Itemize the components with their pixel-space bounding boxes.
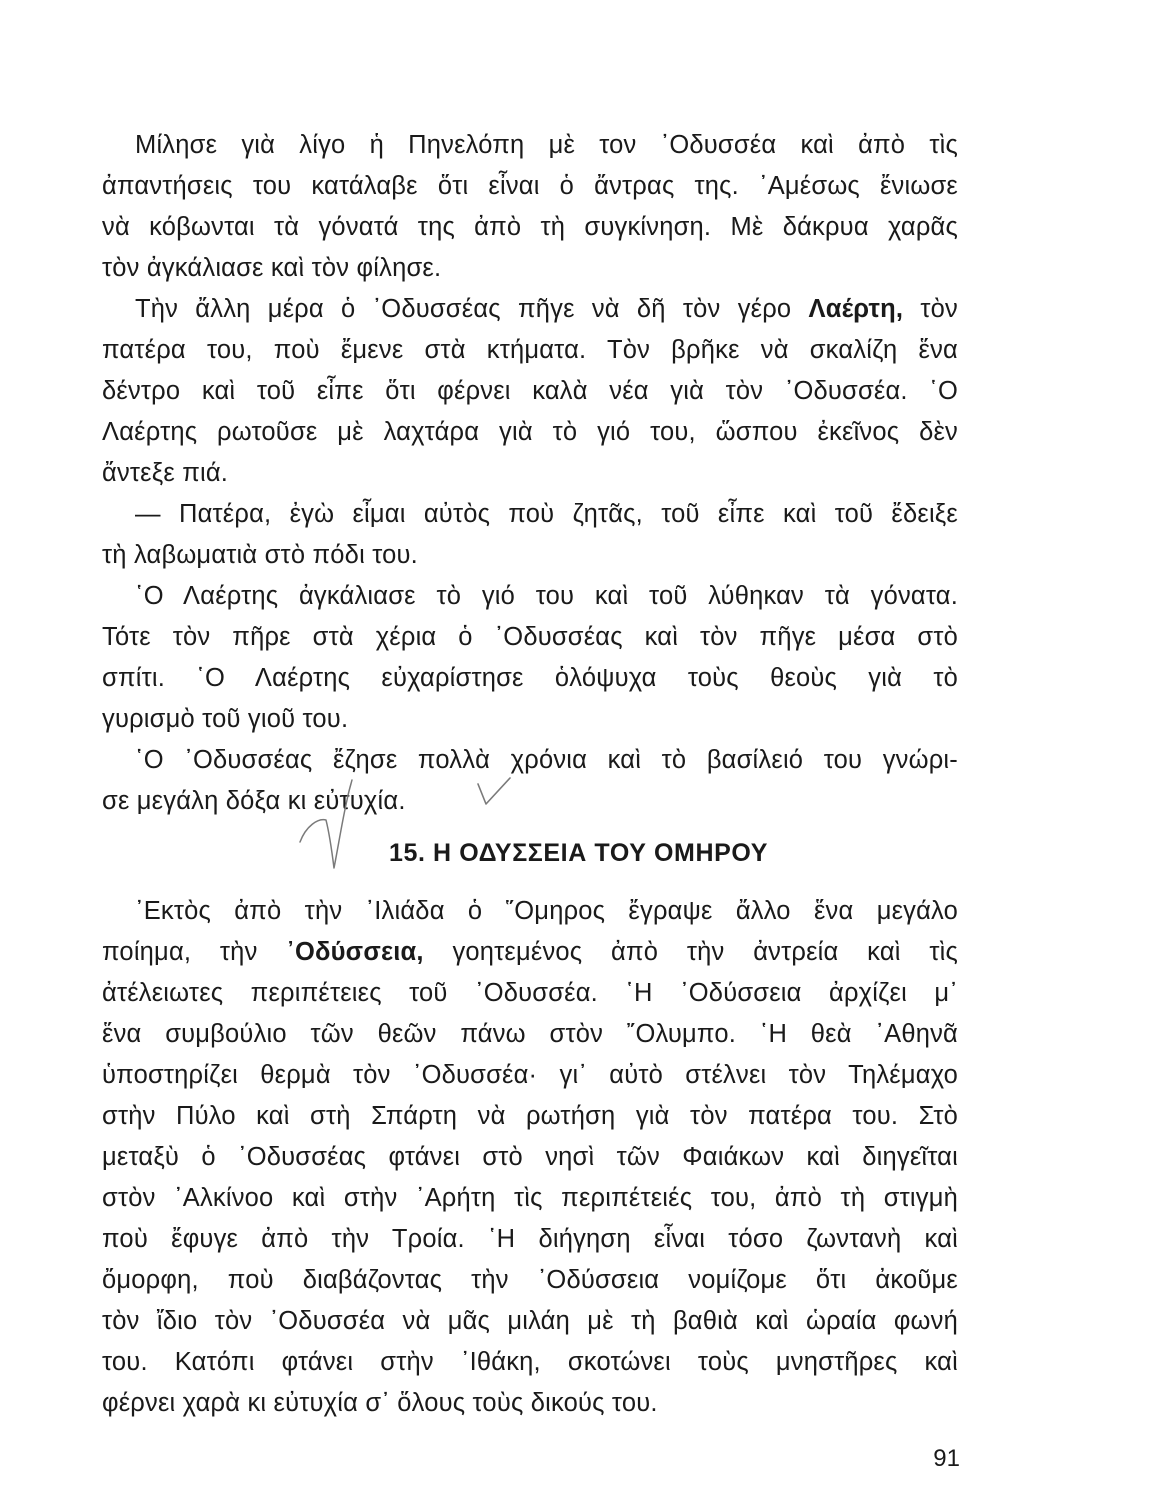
text-line: ἄντεξε πιά. xyxy=(102,459,229,487)
text-line: φέρνει χαρὰ κι εὐτυχία σ᾿ ὅλους τοὺς δικούς του. xyxy=(102,1389,658,1417)
text-line: στὸν ᾿Αλκίνοο καὶ στὴν ᾿Αρήτη τὶς περιπέτειές του, ἀπὸ τὴ στιγμὴ xyxy=(102,1184,958,1212)
text-line: ὑποστηρίζει θερμὰ τὸν ᾿Οδυσσέα· γι᾿ αὐτὸ στέλνει τὸν Τηλέμαχο xyxy=(102,1061,958,1089)
text-line: Μίλησε γιὰ λίγο ἡ Πηνελόπη μὲ τον ᾿Οδυσσέα καὶ ἀπὸ τὶς xyxy=(135,131,958,159)
text-line: ἀτέλειωτες περιπέτειες τοῦ ᾿Οδυσσέα. ῾Η ᾿Οδύσσεια ἀρχίζει μ᾿ xyxy=(102,979,958,1007)
bold-name-laertes: Λαέρτη, xyxy=(808,295,904,323)
section-heading: 15. Η ΟΔΥΣΣΕΙΑ ΤΟΥ ΟΜΗΡΟΥ xyxy=(388,839,769,867)
text-line: σε μεγάλη δόξα κι εὐτυχία. xyxy=(102,787,406,815)
page-number: 91 xyxy=(933,1445,960,1472)
text-line: του. Κατόπι φτάνει στὴν ᾿Ιθάκη, σκοτώνει τοὺς μνηστῆρες καὶ xyxy=(102,1348,958,1376)
bold-title-odyssey: ᾿Οδύσσεια, xyxy=(286,938,424,966)
text-line: ἕνα συμβούλιο τῶν θεῶν πάνω στὸν ῎Ολυμπο. ῾Η θεὰ ᾿Αθηνᾶ xyxy=(102,1020,958,1048)
text-line: ποὺ ἔφυγε ἀπὸ τὴν Τροία. ῾Η διήγηση εἶναι τόσο ζωντανὴ καὶ xyxy=(102,1225,958,1253)
text-line: μεταξὺ ὁ ᾿Οδυσσέας φτάνει στὸ νησὶ τῶν Φαιάκων καὶ διηγεῖται xyxy=(102,1143,958,1171)
text-line: τὸν ἴδιο τὸν ᾿Οδυσσέα νὰ μᾶς μιλάη μὲ τὴ βαθιὰ καὶ ὡραία φωνή xyxy=(102,1307,958,1335)
text-line: ὄμορφη, ποὺ διαβάζοντας τὴν ᾿Οδύσσεια νομίζομε ὅτι ἀκοῦμε xyxy=(102,1266,958,1294)
text-line: Λαέρτης ρωτοῦσε μὲ λαχτάρα γιὰ τὸ γιό του, ὥσπου ἐκεῖνος δὲν xyxy=(102,418,958,446)
text-line: τὸν ἀγκάλιασε καὶ τὸν φίλησε. xyxy=(102,254,442,282)
text-line: ῾Ο ᾿Οδυσσέας ἔζησε πολλὰ χρόνια καὶ τὸ βασίλειό του γνώρι- xyxy=(135,746,958,774)
text-line: — Πατέρα, ἐγὼ εἶμαι αὐτὸς ποὺ ζητᾶς, τοῦ εἶπε καὶ τοῦ ἔδειξε xyxy=(135,500,958,528)
text-line: νὰ κόβωνται τὰ γόνατά της ἀπὸ τὴ συγκίνηση. Μὲ δάκρυα χαρᾶς xyxy=(102,213,958,241)
text-line: τὴ λαβωματιὰ στὸ πόδι του. xyxy=(102,541,418,569)
text-line: ᾿Εκτὸς ἀπὸ τὴν ᾿Ιλιάδα ὁ ῞Ομηρος ἔγραψε ἄλλο ἕνα μεγάλο xyxy=(135,897,958,925)
text-line: Τότε τὸν πῆρε στὰ χέρια ὁ ᾿Οδυσσέας καὶ τὸν πῆγε μέσα στὸ xyxy=(102,623,958,651)
text-line: δέντρο καὶ τοῦ εἶπε ὅτι φέρνει καλὰ νέα γιὰ τὸν ᾿Οδυσσέα. ῾Ο xyxy=(102,377,958,405)
text-line: σπίτι. ῾Ο Λαέρτης εὐχαρίστησε ὁλόψυχα τοὺς θεοὺς γιὰ τὸ xyxy=(102,664,958,692)
text-line: ῾Ο Λαέρτης ἀγκάλιασε τὸ γιό του καὶ τοῦ λύθηκαν τὰ γόνατα. xyxy=(135,582,958,610)
text-line: Τὴν ἄλλη μέρα ὁ ᾿Οδυσσέας πῆγε νὰ δῆ τὸν γέρο Λαέρτη, τὸν xyxy=(135,295,959,323)
text-line: πατέρα του, ποὺ ἔμενε στὰ κτήματα. Τὸν βρῆκε νὰ σκαλίζη ἕνα xyxy=(102,336,958,364)
text-line: ἀπαντήσεις του κατάλαβε ὅτι εἶναι ὁ ἄντρας της. ᾿Αμέσως ἔνιωσε xyxy=(102,172,958,200)
text-line: γυρισμὸ τοῦ γιοῦ του. xyxy=(102,705,349,733)
text-line: ποίημα, τὴν ᾿Οδύσσεια, γοητεμένος ἀπὸ τὴν ἀντρεία καὶ τὶς xyxy=(102,938,958,966)
text-line: στὴν Πύλο καὶ στὴ Σπάρτη νὰ ρωτήση γιὰ τὸν πατέρα του. Στὸ xyxy=(102,1102,958,1130)
